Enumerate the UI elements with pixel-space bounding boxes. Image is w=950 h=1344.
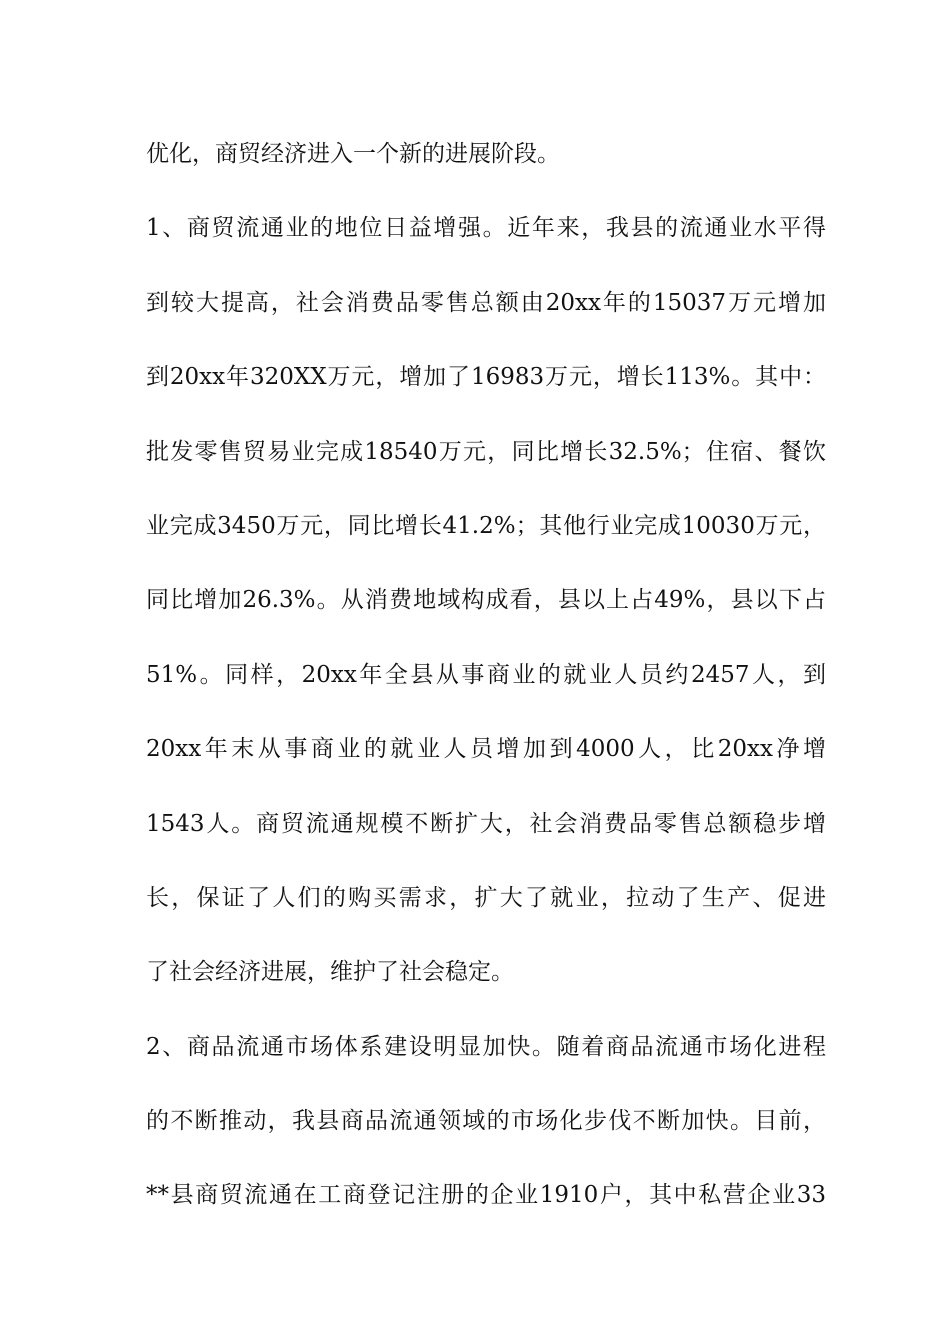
- body-text: [146, 126, 826, 1242]
- text-line: 优化，商贸经济进入一个新的进展阶段。: [146, 141, 560, 167]
- text-line: 批发零售贸易业完成18540万元，同比增长32.5%；住宿、餐饮: [146, 438, 826, 465]
- text-line: 长，保证了人们的购买需求，扩大了就业，拉动了生产、促进: [146, 884, 826, 911]
- text-line: 20xx年末从事商业的就业人员增加到4000人，比20xx净增: [146, 736, 826, 763]
- text-line: 的不断推动，我县商品流通领域的市场化步伐不断加快。目前，: [146, 1108, 826, 1135]
- text-line: 51%。同样，20xx年全县从事商业的就业人员约2457人，到: [146, 661, 826, 688]
- text-line: 1、商贸流通业的地位日益增强。近年来，我县的流通业水平得: [146, 215, 826, 242]
- text-line: 到较大提高，社会消费品零售总额由20xx年的15037万元增加: [146, 289, 826, 316]
- text-line: 2、商品流通市场体系建设明显加快。随着商品流通市场化进程: [146, 1033, 826, 1060]
- text-line: 到20xx年320XX万元，增加了16983万元，增长113%。其中：: [146, 364, 826, 391]
- text-line: **县商贸流通在工商登记注册的企业1910户，其中私营企业33: [146, 1182, 826, 1209]
- text-line: 业完成3450万元，同比增长41.2%；其他行业完成10030万元，: [146, 512, 826, 539]
- text-line: 了社会经济进展，维护了社会稳定。: [146, 959, 514, 986]
- text-line: 同比增加26.3%。从消费地域构成看，县以上占49%，县以下占: [146, 587, 826, 614]
- text-line: 1543人。商贸流通规模不断扩大，社会消费品零售总额稳步增: [146, 810, 826, 837]
